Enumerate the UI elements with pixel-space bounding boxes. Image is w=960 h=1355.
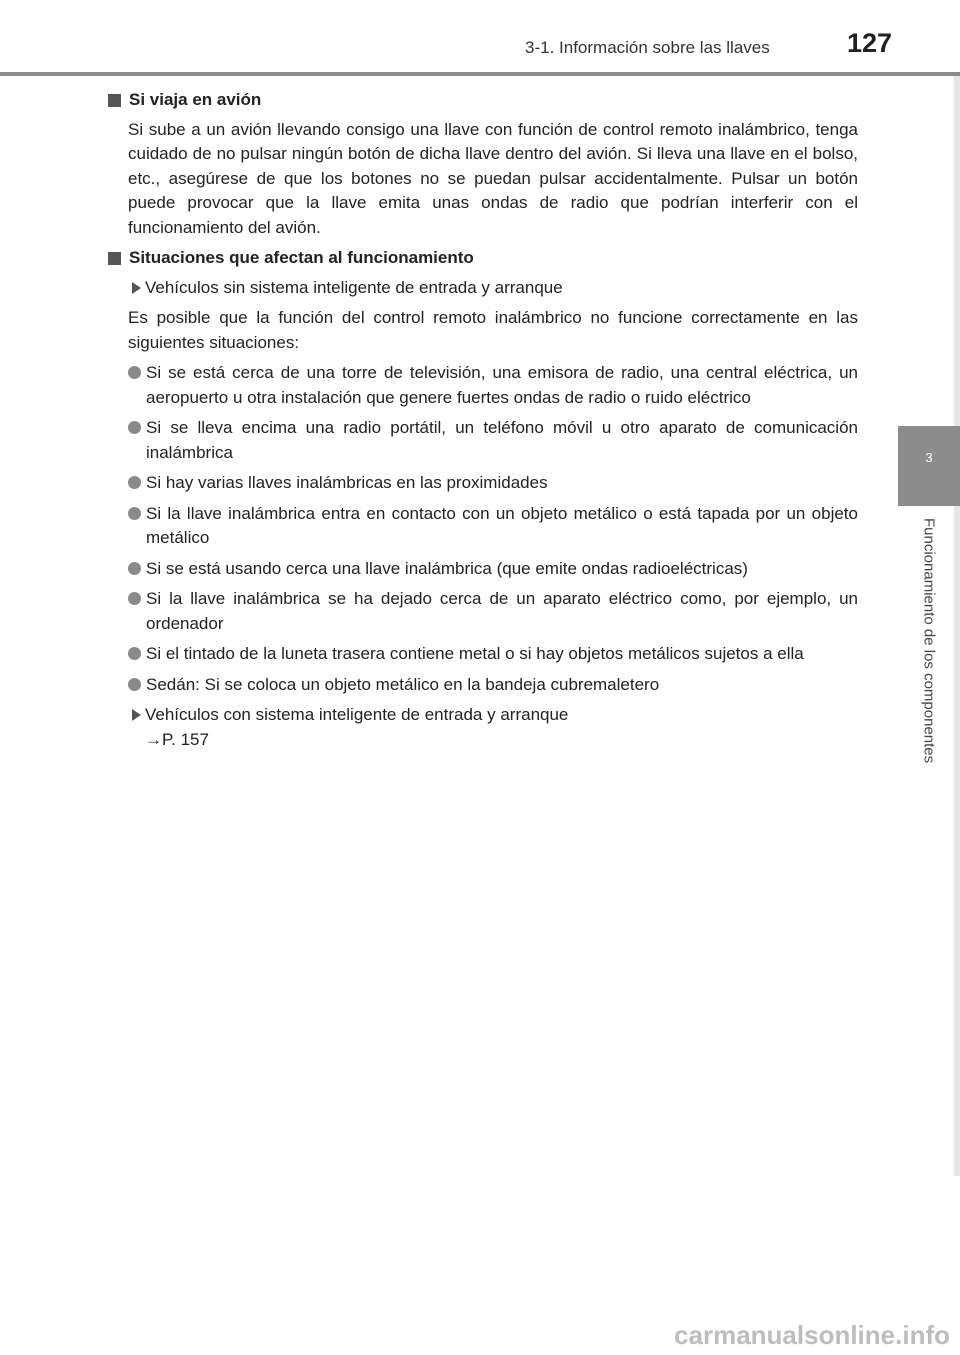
section-heading-text: Situaciones que afectan al funcionamiento	[129, 248, 474, 267]
circle-bullet-icon	[128, 476, 141, 489]
list-item-text: Si se está cerca de una torre de televisión, una emisora de radio, una central eléctrica, un aeropuerto u otra instalación que genere fuertes ondas de radio o ruido eléctrico	[146, 363, 858, 407]
circle-bullet-icon	[128, 507, 141, 520]
circle-bullet-icon	[128, 366, 141, 379]
list-item	[108, 471, 858, 496]
list-item-text: Si se lleva encima una radio portátil, un teléfono móvil u otro aparato de comunicación inalámbrica	[146, 418, 858, 462]
watermark-logo: carmanualsonline.info	[674, 1320, 950, 1350]
chapter-number: 3	[925, 450, 933, 465]
section-heading	[108, 88, 858, 113]
list-item	[108, 557, 858, 582]
section-heading	[108, 246, 858, 271]
triangle-bullet-icon	[132, 282, 141, 294]
paragraph: Es posible que la función del control remoto inalámbrico no funcione correctamente en las siguientes situaciones:	[128, 308, 858, 352]
paragraph: Si sube a un avión llevando consigo una llave con función de control remoto inalámbrico, tenga cuidado de no pulsar ningún botón de dicha llave dentro del avión. Si lleva una llave en el bolso, etc., asegúrese de que los botones no se puedan pulsar accidentalmente. Pulsar un botón puede provocar que la llave emita unas ondas de radio que podrían interferir con el funcionamiento del avión.	[128, 119, 858, 237]
subheading	[108, 276, 858, 301]
triangle-bullet-icon	[132, 709, 141, 721]
page-reference-link[interactable]: →P. 157	[145, 729, 209, 749]
section-heading-text: Si viaja en avión	[129, 90, 262, 109]
section-title: 3-1. Información sobre las llaves	[525, 38, 770, 57]
list-item-text: Si se está usando cerca una llave inalámbrica (que emite ondas radioeléctricas)	[146, 558, 748, 578]
circle-bullet-icon	[128, 421, 141, 434]
circle-bullet-icon	[128, 562, 141, 575]
chapter-label	[898, 518, 960, 818]
subheading-text: Vehículos con sistema inteligente de entrada y arranque	[145, 705, 569, 724]
circle-bullet-icon	[128, 647, 141, 660]
square-bullet-icon	[108, 252, 121, 265]
page-number: 127	[847, 28, 893, 58]
list-item-text: Si la llave inalámbrica entra en contacto con un objeto metálico o está tapada por un objeto metálico	[146, 503, 858, 547]
list-item	[108, 587, 858, 636]
circle-bullet-icon	[128, 592, 141, 605]
header-divider	[0, 72, 960, 76]
list-item	[108, 673, 858, 698]
subheading-text: Vehículos sin sistema inteligente de entrada y arranque	[145, 277, 563, 297]
list-item	[108, 502, 858, 551]
circle-bullet-icon	[128, 678, 141, 691]
chapter-tab	[898, 426, 960, 506]
page-content	[108, 88, 858, 758]
list-item-text: Si la llave inalámbrica se ha dejado cerca de un aparato eléctrico como, por ejemplo, un ordenador	[146, 589, 858, 633]
list-item-text: Si hay varias llaves inalámbricas en las proximidades	[146, 473, 548, 492]
chapter-label-text: Funcionamiento de los componentes	[920, 518, 938, 764]
square-bullet-icon	[108, 94, 121, 107]
list-item	[108, 416, 858, 465]
subheading	[108, 703, 858, 752]
list-item-text: Sedán: Si se coloca un objeto metálico en la bandeja cubremaletero	[146, 674, 660, 694]
list-item-text: Si el tintado de la luneta trasera contiene metal o si hay objetos metálicos sujetos a ella	[146, 644, 804, 663]
list-item	[108, 361, 858, 410]
list-item	[108, 642, 858, 667]
